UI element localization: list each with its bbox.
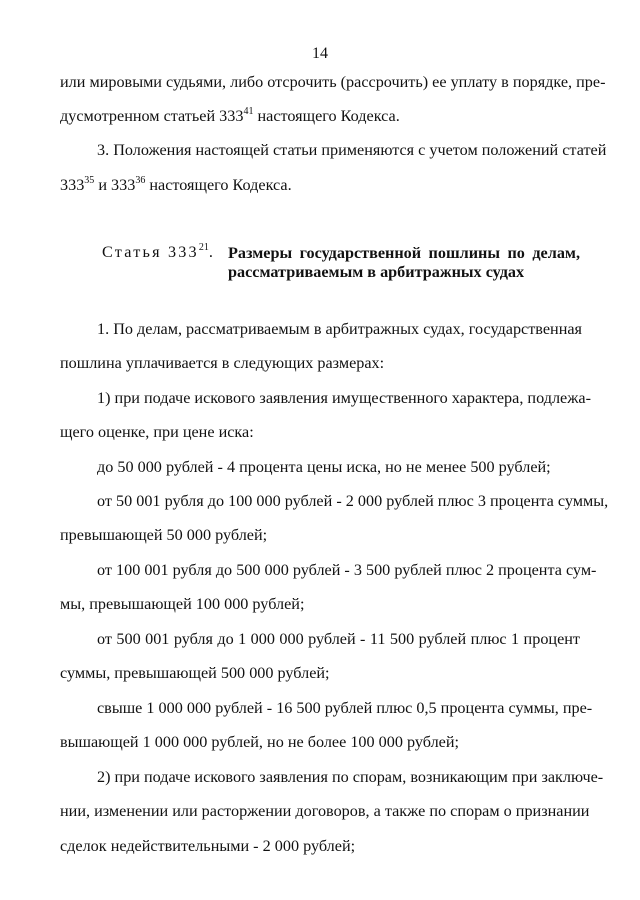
text-line: 2) при подаче искового заявления по спорам, возникающим при заключе- [97,768,604,786]
page-number: 14 [312,45,328,62]
text-line: пошлина уплачивается в следующих размерах: [60,354,385,372]
text-line: 1) при подаче искового заявления имущественного характера, подлежа- [97,389,591,407]
text-line: свыше 1 000 000 рублей - 16 500 рублей плюс 0,5 процента суммы, пре- [97,699,593,717]
text-line: мы, превышающей 100 000 рублей; [60,595,305,613]
text-line: или мировыми судьями, либо отсрочить (рассрочить) ее уплату в порядке, пре- [60,73,606,91]
superscript: 36 [135,174,146,186]
text-line: от 500 001 рубля до 1 000 000 рублей - 11 500 рублей плюс 1 процент [97,630,580,648]
text-line: суммы, превышающей 500 000 рублей; [60,664,330,682]
text-line: $333^{35}$ и $333^{36}$ настоящего Кодекса. [60,174,292,194]
article-title: рассматриваемым в арбитражных судах [228,263,525,281]
text-line: нии, изменении или расторжении договоров, а также по спорам о признании [60,802,590,820]
text-line: 3. Положения настоящей статьи применяются с учетом положений статей [97,141,607,159]
text-line: дусмотренном статьей $333^{41}$ настоящего Кодекса. [60,105,400,125]
text-line: до 50 000 рублей - 4 процента цены иска, но не менее 500 рублей; [97,458,551,476]
article-title: Размеры государственной пошлины по делам, [228,244,580,262]
text-line: 1. По делам, рассматриваемым в арбитражных судах, государственная [97,320,582,338]
superscript: 21 [198,241,209,253]
text-line: от 50 001 рубля до 100 000 рублей - 2 000 рублей плюс 3 процента суммы, [97,492,609,510]
superscript: 35 [84,174,95,186]
article-label: Статья $333^{21}$. [102,241,216,261]
superscript: 41 [243,105,254,117]
text-line: вышающей 1 000 000 рублей, но не более 100 000 рублей; [60,733,460,751]
text-line: превышающей 50 000 рублей; [60,526,268,544]
text-line: от 100 001 рубля до 500 000 рублей - 3 500 рублей плюс 2 процента сум- [97,561,597,579]
text-line: щего оценке, при цене иска: [60,423,254,441]
text-line: сделок недействительными - 2 000 рублей; [60,837,356,855]
